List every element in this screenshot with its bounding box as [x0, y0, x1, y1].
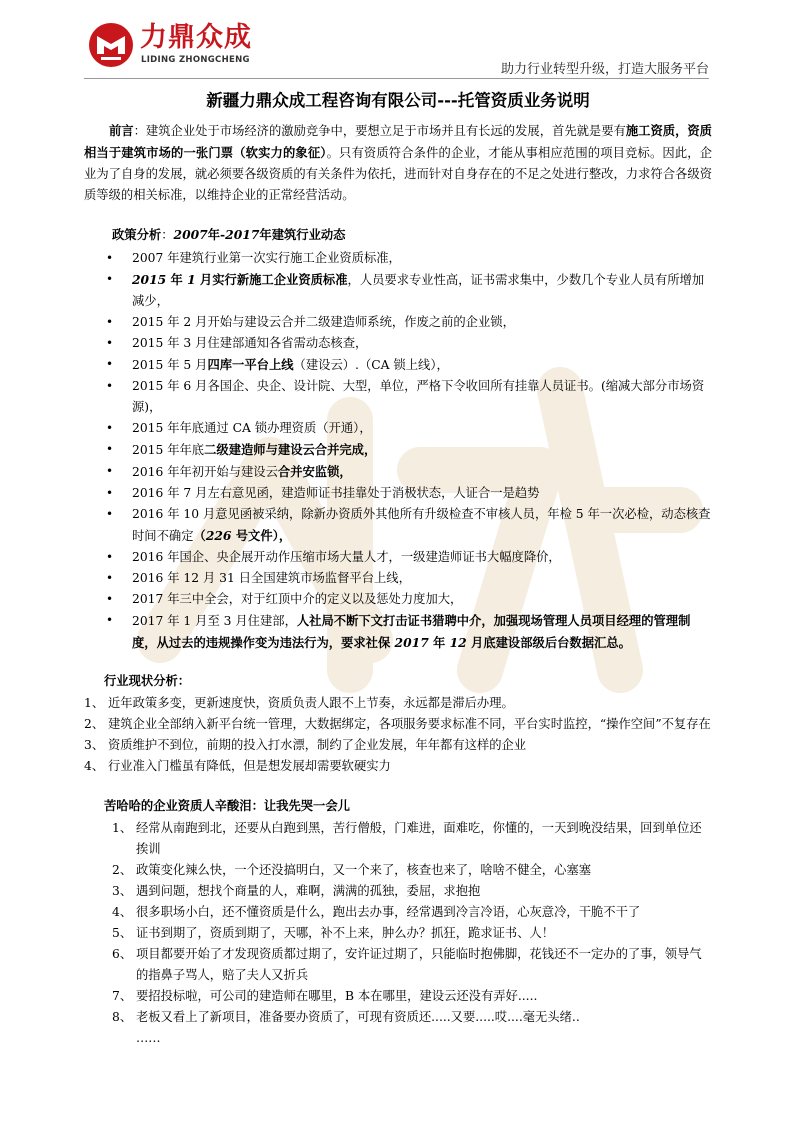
list-item [84, 504, 712, 547]
item-text: 2007 年建筑行业第一次实行施工企业资质标准， [132, 251, 401, 265]
item-number: 2、 [84, 717, 105, 731]
item-text: 项目都要开始了才发现资质都过期了，安许证过期了，只能临时抱佛脚，花钱还不一定办的了事，领导气的指鼻子骂人，赔了夫人又折兵 [136, 947, 702, 982]
item-text: 经常从南跑到北，还要从白跑到黑，苦行僧般，门难进，面难吃，你懂的，一天到晚没结果，回到单位还挨训 [136, 821, 702, 856]
preface-label: 前言 [109, 123, 134, 138]
policy-title-part: ： [161, 228, 174, 242]
item-text: 合并安监锁， [277, 464, 352, 479]
item-text: 遇到问题，想找个商量的人，难啊，满满的孤独，委屈，求抱抱 [136, 884, 481, 898]
item-text: 2016 年国企、央企展开动作压缩市场大量人才，一级建造师证书大幅度降价， [132, 550, 561, 564]
list-item [84, 902, 712, 923]
list-item [84, 418, 712, 439]
item-text: 政策变化辣么快，一个还没搞明白，又一个来了，核查也来了，啥啥不健全，心塞塞 [136, 863, 591, 877]
item-text: 证书到期了，资质到期了，天哪，补不上来，肿么办？抓狂，跪求证书、人！ [136, 926, 555, 940]
policy-title-part: 年建筑行业动态 [259, 227, 346, 242]
list-item [84, 735, 712, 756]
item-text: 2015 年 2 月开始与建设云合并二级建造师系统，作废之前的企业锁， [132, 315, 515, 329]
item-text: 226 [205, 528, 232, 543]
item-number: 8、 [112, 1010, 133, 1024]
policy-title-part: 2007 [173, 227, 208, 242]
item-text: （建设云）.（CA 锁上线）， [293, 358, 449, 372]
item-text: 2015 [132, 272, 167, 287]
list-item [84, 944, 712, 986]
item-text: 年 [428, 635, 450, 650]
item-text: 资质维护不到位，前期的投入打水漂，制约了企业发展，年年都有这样的企业 [108, 738, 527, 752]
preface-text-1: ：建筑企业处于市场经济的激励竞争中，要想立足于市场并且有长远的发展，首先就是要有 [133, 124, 626, 138]
list-item [84, 756, 712, 777]
list-item [84, 923, 712, 944]
liding-logo-icon [88, 22, 134, 68]
policy-title-part: 政策分析 [112, 227, 162, 242]
brand-english-name: LIDING ZHONGCHENG [141, 55, 250, 65]
preface-paragraph [84, 120, 712, 206]
policy-title-part: 年- [207, 227, 226, 242]
item-text: 2015 年年底通过 CA 锁办理资质（开通）， [132, 421, 372, 435]
brand-name: 力鼎众成 [140, 22, 252, 53]
item-text: 1 [187, 272, 196, 287]
item-text: 行业准入门槛虽有降低，但是想发展却需要软硬实力 [108, 759, 391, 773]
policy-list [84, 248, 712, 654]
item-number: 4、 [112, 905, 133, 919]
item-text: 近年政策多变，更新速度快，资质负责人跟不上节奏，永远都是滞后办理。 [108, 696, 514, 710]
list-item [84, 354, 712, 376]
item-text: 2016 年 7 月左右意见函，建造师证书挂靠处于消极状态，人证合一是趋势 [132, 486, 540, 500]
item-text: 2015 年 6 月各国企、央企、设计院、大型，单位，严格下令收回所有挂靠人员证书。(缩减大部分市场资源)， [132, 379, 705, 414]
list-item [84, 269, 712, 312]
item-text: 要招投标啦，可公司的建造师在哪里，B 本在哪里，建设云还没有弄好..... [136, 989, 538, 1003]
list-item [84, 860, 712, 881]
list-item [84, 693, 712, 714]
item-text: 二级建造师与建设云合并完成， [204, 442, 377, 457]
list-item [84, 376, 712, 418]
list-item [84, 248, 712, 269]
list-item [84, 547, 712, 568]
list-item [84, 610, 712, 654]
item-number: 1、 [84, 696, 105, 710]
item-number: 6、 [112, 947, 133, 961]
closing-ellipsis: …… [136, 1031, 161, 1045]
item-text: 2017 年三中全会，对于红顶中介的定义以及惩处力度加大， [132, 592, 463, 606]
list-item [84, 483, 712, 504]
document-title: 新疆力鼎众成工程咨询有限公司---托管资质业务说明 [206, 91, 590, 110]
item-text: 2015 年 5 月 [132, 358, 208, 372]
list-item [84, 881, 712, 902]
list-item [84, 818, 712, 860]
item-text: 2017 年 1 月至 3 月住建部， [132, 614, 297, 628]
status-list [84, 693, 712, 777]
header-divider [84, 78, 709, 79]
woes-section-title: 苦哈哈的企业资质人辛酸泪：让我先哭一会儿 [104, 798, 350, 813]
item-number: 3、 [84, 738, 105, 752]
woes-list [84, 818, 712, 1028]
item-text: 四库一平台上线 [207, 357, 294, 372]
list-item [84, 568, 712, 589]
item-number: 7、 [112, 989, 133, 1003]
item-text: ，人员要求专业性高，证书需求集中，少数几个专业人员有所增加减少， [132, 273, 705, 308]
item-text: 建筑企业全部纳入新平台统一管理，大数据绑定，各项服务要求标准不同，平台实时监控，“操作空间”不复存在 [108, 717, 711, 731]
item-text: 年 [166, 272, 188, 287]
list-item [84, 312, 712, 333]
item-number: 3、 [112, 884, 133, 898]
item-number: 5、 [112, 926, 133, 940]
item-text: 2016 年 10 月意见函被采纳，除新办资质外其他所有升级检查不审核人员，年检 5 年一次必检，动态核查时间不确定 [132, 507, 711, 543]
item-text: 12 [449, 635, 467, 650]
list-item [84, 439, 712, 461]
item-text: 月底建设部级后台数据汇总。 [466, 635, 631, 650]
list-item [84, 986, 712, 1007]
item-text: 老板又看上了新项目，准备要办资质了，可现有资质还.....又要.....哎....毫无头绪.. [136, 1010, 580, 1024]
item-text: 号文件） [231, 528, 279, 543]
item-text: 月实行新施工企业资质标准 [195, 272, 348, 287]
item-number: 1、 [112, 821, 133, 835]
item-text: 2015 年 3 月住建部通知各省需动态核查， [132, 336, 368, 350]
item-text: ， [278, 528, 292, 543]
list-item [84, 714, 712, 735]
item-text: 2016 年年初开始与建设云 [132, 465, 278, 479]
preface-bold-text: 施工资质，资质相当于建筑市场的一张门票（软实力的象征） [84, 123, 712, 160]
list-item [84, 589, 712, 610]
list-item [84, 1007, 712, 1028]
preface-text-2: 。只有资质符合条件的企业，才能从事相应范围的项目竞标。因此，企业为了自身的发展，就必须要各级资质的有关条件为依托，进而针对自身存在的不足之处进行整改，力求符合各级资质等级的相关标准，以维持企业的正常经营活动。 [84, 146, 712, 202]
item-text: （ [193, 528, 206, 543]
item-text: 2017 [394, 635, 429, 650]
policy-section-title [112, 224, 712, 246]
header-slogan: 助力行业转型升级，打造大服务平台 [500, 62, 709, 77]
policy-title-part: 2017 [225, 227, 260, 242]
item-text: 2015 年年底 [132, 443, 205, 457]
list-item [84, 333, 712, 354]
item-text: 很多职场小白，还不懂资质是什么，跑出去办事，经常遇到冷言冷语，心灰意冷，干脆不干了 [136, 905, 641, 919]
list-item [84, 461, 712, 483]
item-number: 2、 [112, 863, 133, 877]
item-text: 2016 年 12 月 31 日全国建筑市场监督平台上线， [132, 571, 411, 585]
item-number: 4、 [84, 759, 105, 773]
item-text: 人社局不断下文打击证书猎聘中介，加强现场管理人员项目经理的管理制度，从过去的违规操作变为违法行为，要求社保 [132, 613, 691, 650]
document-body [84, 88, 712, 1049]
status-section-title: 行业现状分析： [104, 673, 191, 688]
page-header [0, 0, 793, 80]
